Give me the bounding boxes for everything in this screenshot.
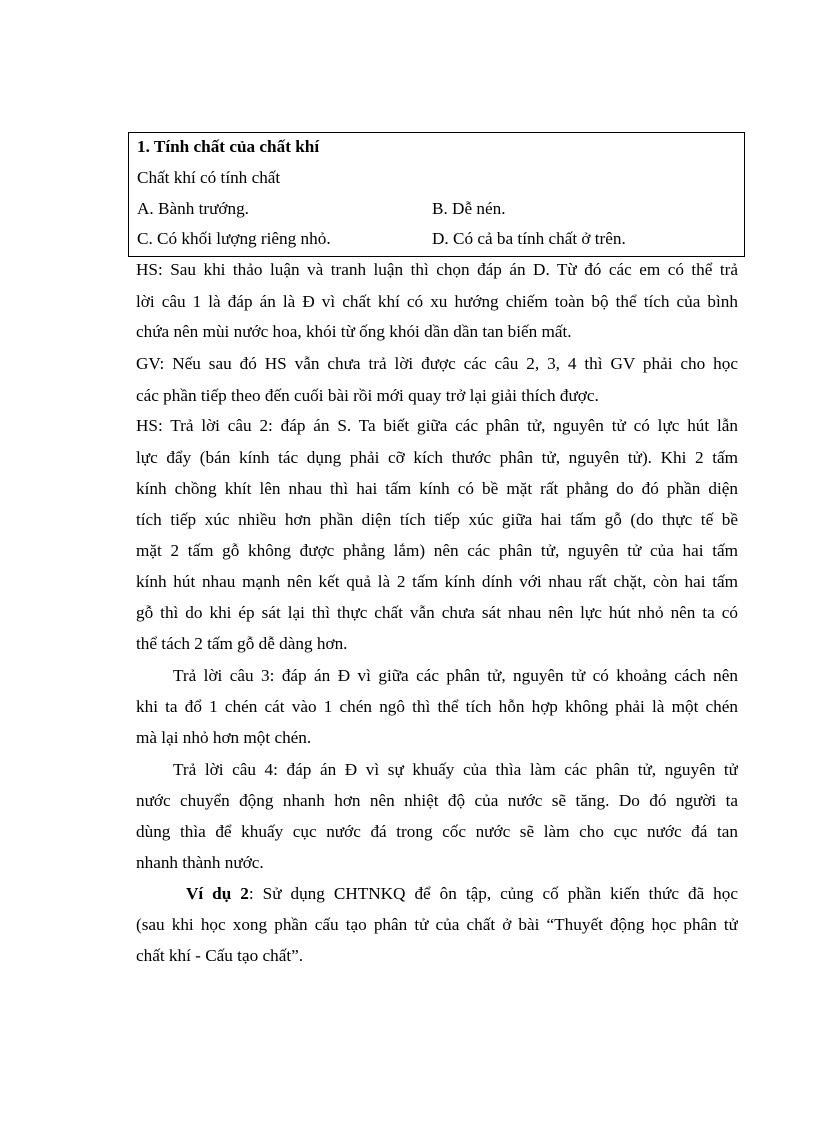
ans4-line: nước chuyển động nhanh hơn nên nhiệt độ của nước sẽ tăng. Do đó người ta xyxy=(136,791,738,810)
hs1-line: lời câu 1 là đáp án là Đ vì chất khí có xu hướng chiếm toàn bộ thể tích của bình xyxy=(136,292,738,311)
ans4-line: nhanh thành nước. xyxy=(136,853,264,872)
hs2-line: lực đẩy (bán kính tác dụng phải cỡ kích thước phân tử, nguyên tử). Khi 2 tấm xyxy=(136,448,738,467)
hs2-line: kính chồng khít lên nhau thì hai tấm kính có bề mặt rất phẳng do đó phần diện xyxy=(136,479,738,498)
example-2-label: Ví dụ 2 xyxy=(186,884,249,903)
ans4-line: dùng thìa để khuấy cục nước đá trong cốc nước sẽ làm cho cục nước đá tan xyxy=(136,822,738,841)
hs2-line: gỗ thì do khi ép sát lại thì thực chất vẫn chưa sát nhau nên lực hút nhỏ nên ta có xyxy=(136,603,738,622)
gv-line: GV: Nếu sau đó HS vẫn chưa trả lời được các câu 2, 3, 4 thì GV phải cho học xyxy=(136,354,738,373)
option-b: B. Dễ nén. xyxy=(432,199,506,218)
example-2-line: chất khí - Cấu tạo chất”. xyxy=(136,946,304,965)
hs2-line: kính hút nhau mạnh nên kết quả là 2 tấm kính dính với nhau rất chặt, còn hai tấm xyxy=(136,572,738,591)
example-2-line xyxy=(186,884,738,904)
hs2-line: HS: Trả lời câu 2: đáp án S. Ta biết giữa các phân tử, nguyên tử có lực hút lẫn xyxy=(136,416,738,435)
ans3-line: khi ta đổ 1 chén cát vào 1 chén ngô thì thể tích hỗn hợp không phải là một chén xyxy=(136,697,738,716)
hs1-line: HS: Sau khi thảo luận và tranh luận thì chọn đáp án D. Từ đó các em có thể trả xyxy=(136,260,738,279)
question-stem: Chất khí có tính chất xyxy=(137,168,281,187)
option-d: D. Có cả ba tính chất ở trên. xyxy=(432,229,626,248)
ans4-line: Trả lời câu 4: đáp án Đ vì sự khuấy của thìa làm các phân tử, nguyên tử xyxy=(173,760,738,779)
question-heading: 1. Tính chất của chất khí xyxy=(137,137,320,156)
example-2-text: : Sử dụng CHTNKQ để ôn tập, củng cố phần kiến thức đã học xyxy=(248,884,738,903)
hs1-line: chứa nên mùi nước hoa, khói từ ống khói dần dần tan biến mất. xyxy=(136,322,572,341)
gv-line: các phần tiếp theo đến cuối bài rồi mới quay trở lại giải thích được. xyxy=(136,386,599,405)
option-a: A. Bành trướng. xyxy=(137,199,249,218)
option-c: C. Có khối lượng riêng nhỏ. xyxy=(137,229,331,248)
hs2-line: mặt 2 tấm gỗ không được phẳng lắm) nên các phân tử, nguyên tử của hai tấm xyxy=(136,541,738,560)
hs2-line: thể tách 2 tấm gỗ dễ dàng hơn. xyxy=(136,634,348,653)
ans3-line: mà lại nhỏ hơn một chén. xyxy=(136,728,312,747)
example-2-line: (sau khi học xong phần cấu tạo phân tử của chất ở bài “Thuyết động học phân tử xyxy=(136,915,738,934)
hs2-line: tích tiếp xúc nhiều hơn phần diện tích tiếp xúc giữa hai tấm gỗ (do thực tế bề xyxy=(136,510,738,529)
ans3-line: Trả lời câu 3: đáp án Đ vì giữa các phân tử, nguyên tử có khoảng cách nên xyxy=(173,666,738,685)
